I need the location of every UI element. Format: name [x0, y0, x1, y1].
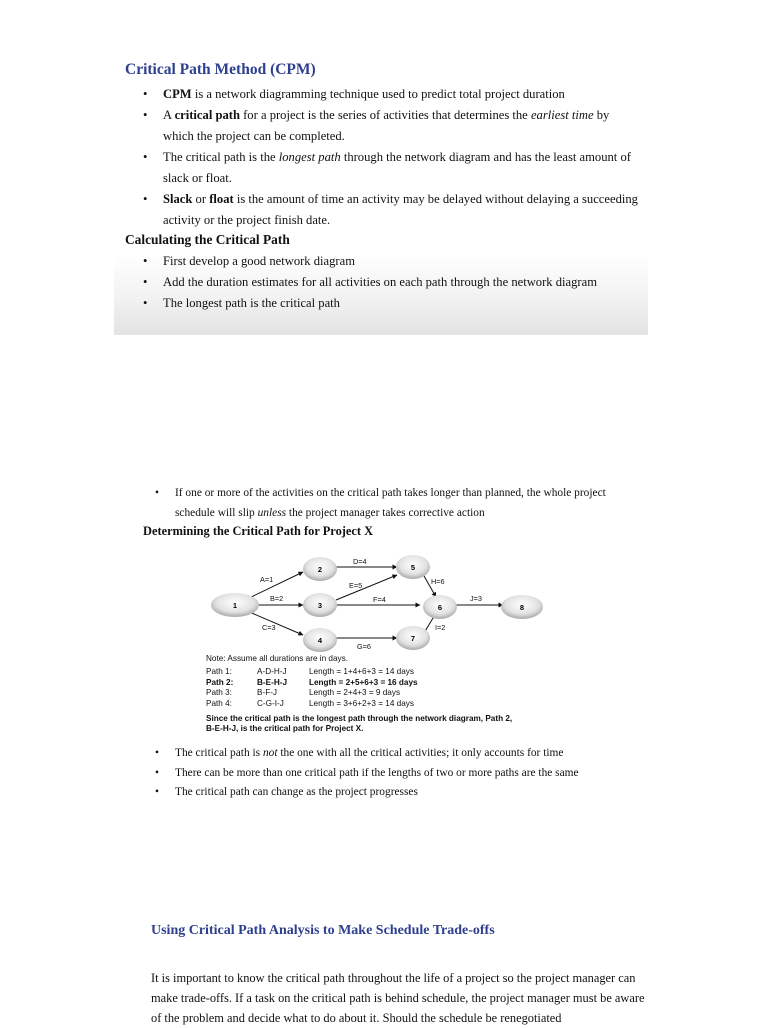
critical-path-conclusion: Since the critical path is the longest path through the network diagram, Path 2, B-E-H-J, is the critical path for Project X.	[206, 714, 513, 734]
svg-text:4: 4	[317, 636, 323, 645]
paths-block	[206, 654, 586, 735]
edge-label: B=2	[270, 594, 284, 603]
edge-label: A=1	[260, 575, 274, 584]
cpm-bullet-list	[139, 84, 639, 231]
list-item: • Add the duration estimates for all activities on each path through the network diagram	[139, 272, 649, 293]
calculating-title: Calculating the Critical Path	[125, 232, 290, 247]
diagram-node	[303, 628, 337, 652]
edge-label: J=3	[470, 594, 482, 603]
edge-label: G=6	[357, 642, 371, 651]
list-item: • Slack or float is the amount of time an activity may be delayed without delaying a succeeding activity or the project finish date.	[139, 189, 639, 231]
tradeoffs-paragraph: It is important to know the critical path throughout the life of a project so the project manager can make trade-offs. If a task on the critical path is behind schedule, the project manager must be aware of the problem and decide what to do about it. Should the schedule be renegotiated	[151, 971, 645, 1025]
edge-label: C=3	[262, 623, 276, 632]
svg-text:7: 7	[410, 634, 416, 643]
svg-text:5: 5	[410, 563, 416, 572]
list-item: • The critical path is not the one with all the critical activities; it only accounts for time	[151, 744, 601, 764]
determining-title: Determining the Critical Path for Project X	[143, 524, 374, 538]
edge-label: D=4	[353, 557, 367, 566]
list-item: • First develop a good network diagram	[139, 251, 649, 272]
list-item: • The critical path is the longest path through the network diagram and has the least amount of slack or float.	[139, 147, 639, 189]
list-item: • A critical path for a project is the series of activities that determines the earliest time by which the project can be completed.	[139, 105, 639, 147]
svg-text:6: 6	[437, 603, 443, 612]
cpm-title: Critical Path Method (CPM)	[125, 61, 316, 78]
edge-label: E=5	[349, 581, 363, 590]
edge-label: F=4	[373, 595, 386, 604]
path-row: Path 4: C-G-I-J Length = 3+6+2+3 = 14 days	[206, 698, 414, 708]
network-diagram	[200, 550, 560, 656]
slip-bullet-list	[151, 484, 621, 523]
list-item: • The critical path can change as the project progresses	[151, 783, 601, 803]
diagram-node	[303, 557, 337, 581]
svg-text:1: 1	[232, 601, 238, 610]
list-item: • CPM is a network diagramming technique used to predict total project duration	[139, 84, 639, 105]
svg-text:3: 3	[317, 601, 323, 610]
svg-text:8: 8	[519, 603, 525, 612]
path-row: Path 1: A-D-H-J Length = 1+4+6+3 = 14 days	[206, 667, 414, 677]
list-item: • If one or more of the activities on the critical path takes longer than planned, the whole project schedule will slip unless the project manager takes corrective action	[151, 484, 621, 523]
diagram-note: Note: Assume all durations are in days.	[206, 654, 348, 663]
edge-label: H=6	[431, 577, 445, 586]
diagram-node	[396, 626, 430, 650]
path-row-critical: Path 2: B-E-H-J Length = 2+5+6+3 = 16 days	[206, 677, 418, 687]
path-row: Path 3: B-F-J Length = 2+4+3 = 9 days	[206, 688, 401, 698]
diagram-node	[303, 593, 337, 617]
tradeoffs-title: Using Critical Path Analysis to Make Schedule Trade-offs	[151, 923, 495, 938]
diagram-node	[423, 595, 457, 619]
edge-e	[336, 575, 397, 600]
calculating-list	[139, 251, 649, 314]
diagram-node	[396, 555, 430, 579]
diagram-node	[211, 593, 259, 617]
list-item: • The longest path is the critical path	[139, 293, 649, 314]
svg-text:2: 2	[317, 565, 323, 574]
list-item: • There can be more than one critical path if the lengths of two or more paths are the same	[151, 764, 601, 784]
critical-path-notes-list	[151, 744, 601, 803]
edge-label: I=2	[435, 623, 446, 632]
diagram-node	[501, 595, 543, 619]
